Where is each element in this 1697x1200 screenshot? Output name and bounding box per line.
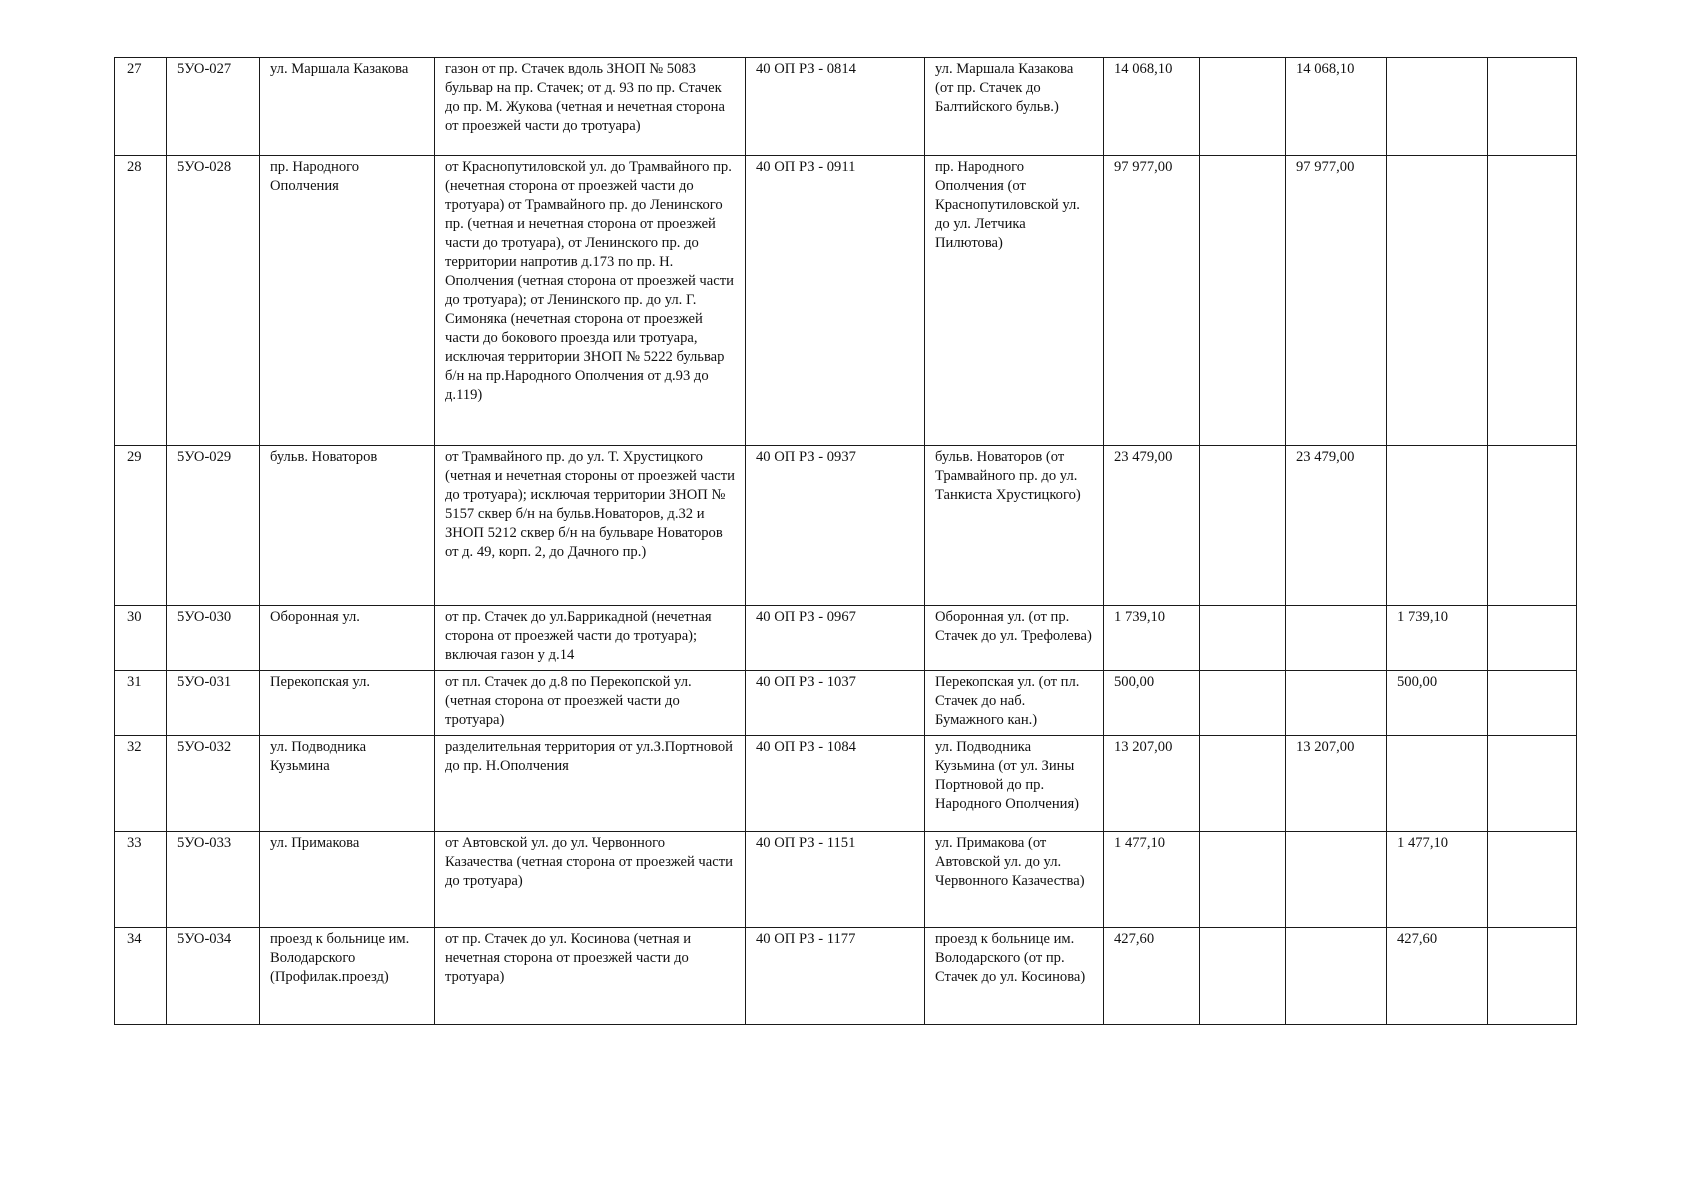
road-name: пр. Народного Ополчения (от Краснопутиловской ул. до ул. Летчика Пилютова) bbox=[925, 156, 1104, 446]
object-code: 5УО-032 bbox=[167, 736, 260, 832]
area-column-8 bbox=[1200, 156, 1286, 446]
street-name: Оборонная ул. bbox=[260, 606, 435, 671]
area-column-8 bbox=[1200, 446, 1286, 606]
road-registry-id: 40 ОП РЗ - 0967 bbox=[746, 606, 925, 671]
street-name: ул. Примакова bbox=[260, 832, 435, 928]
street-name: ул. Подводника Кузьмина bbox=[260, 736, 435, 832]
area-column-10: 1 739,10 bbox=[1387, 606, 1488, 671]
area-column-10 bbox=[1387, 156, 1488, 446]
object-code: 5УО-027 bbox=[167, 58, 260, 156]
area-column-10: 427,60 bbox=[1387, 928, 1488, 1025]
area-column-11 bbox=[1488, 832, 1577, 928]
road-registry-id: 40 ОП РЗ - 0814 bbox=[746, 58, 925, 156]
road-name: проезд к больнице им. Володарского (от пр. Стачек до ул. Косинова) bbox=[925, 928, 1104, 1025]
row-number: 33 bbox=[115, 832, 167, 928]
street-name: проезд к больнице им. Володарского (Профилак.проезд) bbox=[260, 928, 435, 1025]
area-column-9: 97 977,00 bbox=[1286, 156, 1387, 446]
object-code: 5УО-029 bbox=[167, 446, 260, 606]
area-column-8 bbox=[1200, 736, 1286, 832]
street-name: пр. Народного Ополчения bbox=[260, 156, 435, 446]
area-column-9 bbox=[1286, 671, 1387, 736]
road-registry-id: 40 ОП РЗ - 1084 bbox=[746, 736, 925, 832]
area-column-9 bbox=[1286, 928, 1387, 1025]
boundaries-description: газон от пр. Стачек вдоль ЗНОП № 5083 бульвар на пр. Стачек; от д. 93 по пр. Стачек до пр. М. Жукова (четная и нечетная сторона от проезжей части до тротуара) bbox=[435, 58, 746, 156]
area-column-11 bbox=[1488, 928, 1577, 1025]
object-code: 5УО-033 bbox=[167, 832, 260, 928]
road-registry-id: 40 ОП РЗ - 1037 bbox=[746, 671, 925, 736]
area-total: 1 739,10 bbox=[1104, 606, 1200, 671]
boundaries-description: от пл. Стачек до д.8 по Перекопской ул. (четная сторона от проезжей части до тротуара) bbox=[435, 671, 746, 736]
area-column-8 bbox=[1200, 832, 1286, 928]
area-column-10 bbox=[1387, 736, 1488, 832]
table-row bbox=[115, 736, 1577, 832]
area-total: 23 479,00 bbox=[1104, 446, 1200, 606]
area-total: 1 477,10 bbox=[1104, 832, 1200, 928]
street-name: ул. Маршала Казакова bbox=[260, 58, 435, 156]
area-column-11 bbox=[1488, 736, 1577, 832]
object-code: 5УО-030 bbox=[167, 606, 260, 671]
boundaries-description: от пр. Стачек до ул.Баррикадной (нечетная сторона от проезжей части до тротуара); включая газон у д.14 bbox=[435, 606, 746, 671]
area-total: 97 977,00 bbox=[1104, 156, 1200, 446]
boundaries-description: от Трамвайного пр. до ул. Т. Хрустицкого (четная и нечетная стороны от проезжей части до тротуара); исключая территории ЗНОП № 5157 сквер б/н на бульв.Новаторов, д.32 и ЗНОП 5212 сквер б/н на бульваре Новаторов от д. 49, корп. 2, до Дачного пр.) bbox=[435, 446, 746, 606]
area-total: 427,60 bbox=[1104, 928, 1200, 1025]
row-number: 34 bbox=[115, 928, 167, 1025]
row-number: 28 bbox=[115, 156, 167, 446]
area-column-9: 14 068,10 bbox=[1286, 58, 1387, 156]
area-total: 13 207,00 bbox=[1104, 736, 1200, 832]
street-name: Перекопская ул. bbox=[260, 671, 435, 736]
area-column-8 bbox=[1200, 928, 1286, 1025]
area-column-10: 1 477,10 bbox=[1387, 832, 1488, 928]
boundaries-description: разделительная территория от ул.З.Портновой до пр. Н.Ополчения bbox=[435, 736, 746, 832]
area-column-9: 23 479,00 bbox=[1286, 446, 1387, 606]
area-column-10 bbox=[1387, 446, 1488, 606]
area-column-8 bbox=[1200, 58, 1286, 156]
row-number: 31 bbox=[115, 671, 167, 736]
road-name: ул. Подводника Кузьмина (от ул. Зины Портновой до пр. Народного Ополчения) bbox=[925, 736, 1104, 832]
road-name: ул. Маршала Казакова (от пр. Стачек до Балтийского бульв.) bbox=[925, 58, 1104, 156]
area-column-8 bbox=[1200, 606, 1286, 671]
object-code: 5УО-028 bbox=[167, 156, 260, 446]
table-body bbox=[115, 58, 1577, 1025]
row-number: 30 bbox=[115, 606, 167, 671]
object-code: 5УО-034 bbox=[167, 928, 260, 1025]
area-column-9 bbox=[1286, 606, 1387, 671]
area-total: 14 068,10 bbox=[1104, 58, 1200, 156]
road-name: бульв. Новаторов (от Трамвайного пр. до ул. Танкиста Хрустицкого) bbox=[925, 446, 1104, 606]
table-row bbox=[115, 446, 1577, 606]
table-row bbox=[115, 671, 1577, 736]
road-name: Оборонная ул. (от пр. Стачек до ул. Трефолева) bbox=[925, 606, 1104, 671]
road-registry-id: 40 ОП РЗ - 0937 bbox=[746, 446, 925, 606]
boundaries-description: от Краснопутиловской ул. до Трамвайного пр. (нечетная сторона от проезжей части до тротуара) от Трамвайного пр. до Ленинского пр. (четная и нечетная сторона от проезжей части до тротуара), от Ленинского пр. до территории напротив д.173 по пр. Н. Ополчения (четная сторона от проезжей части до тротуара); от Ленинского пр. до ул. Г. Симоняка (нечетная сторона от проезжей части до бокового проезда или тротуара, исключая территории ЗНОП № 5222 бульвар б/н на пр.Народного Ополчения от д.93 до д.119) bbox=[435, 156, 746, 446]
table-row bbox=[115, 606, 1577, 671]
area-column-11 bbox=[1488, 671, 1577, 736]
area-column-9 bbox=[1286, 832, 1387, 928]
row-number: 27 bbox=[115, 58, 167, 156]
boundaries-description: от Автовской ул. до ул. Червонного Казачества (четная сторона от проезжей части до тротуара) bbox=[435, 832, 746, 928]
road-name: ул. Примакова (от Автовской ул. до ул. Червонного Казачества) bbox=[925, 832, 1104, 928]
table-row bbox=[115, 58, 1577, 156]
area-column-8 bbox=[1200, 671, 1286, 736]
area-column-10: 500,00 bbox=[1387, 671, 1488, 736]
boundaries-description: от пр. Стачек до ул. Косинова (четная и нечетная сторона от проезжей части до тротуара) bbox=[435, 928, 746, 1025]
area-total: 500,00 bbox=[1104, 671, 1200, 736]
row-number: 32 bbox=[115, 736, 167, 832]
area-column-11 bbox=[1488, 58, 1577, 156]
road-registry-id: 40 ОП РЗ - 0911 bbox=[746, 156, 925, 446]
object-code: 5УО-031 bbox=[167, 671, 260, 736]
table-row bbox=[115, 156, 1577, 446]
street-name: бульв. Новаторов bbox=[260, 446, 435, 606]
area-column-10 bbox=[1387, 58, 1488, 156]
area-column-11 bbox=[1488, 606, 1577, 671]
objects-table bbox=[114, 57, 1577, 1025]
area-column-11 bbox=[1488, 446, 1577, 606]
table-row bbox=[115, 928, 1577, 1025]
road-registry-id: 40 ОП РЗ - 1177 bbox=[746, 928, 925, 1025]
area-column-9: 13 207,00 bbox=[1286, 736, 1387, 832]
road-name: Перекопская ул. (от пл. Стачек до наб. Бумажного кан.) bbox=[925, 671, 1104, 736]
road-registry-id: 40 ОП РЗ - 1151 bbox=[746, 832, 925, 928]
area-column-11 bbox=[1488, 156, 1577, 446]
table-row bbox=[115, 832, 1577, 928]
row-number: 29 bbox=[115, 446, 167, 606]
